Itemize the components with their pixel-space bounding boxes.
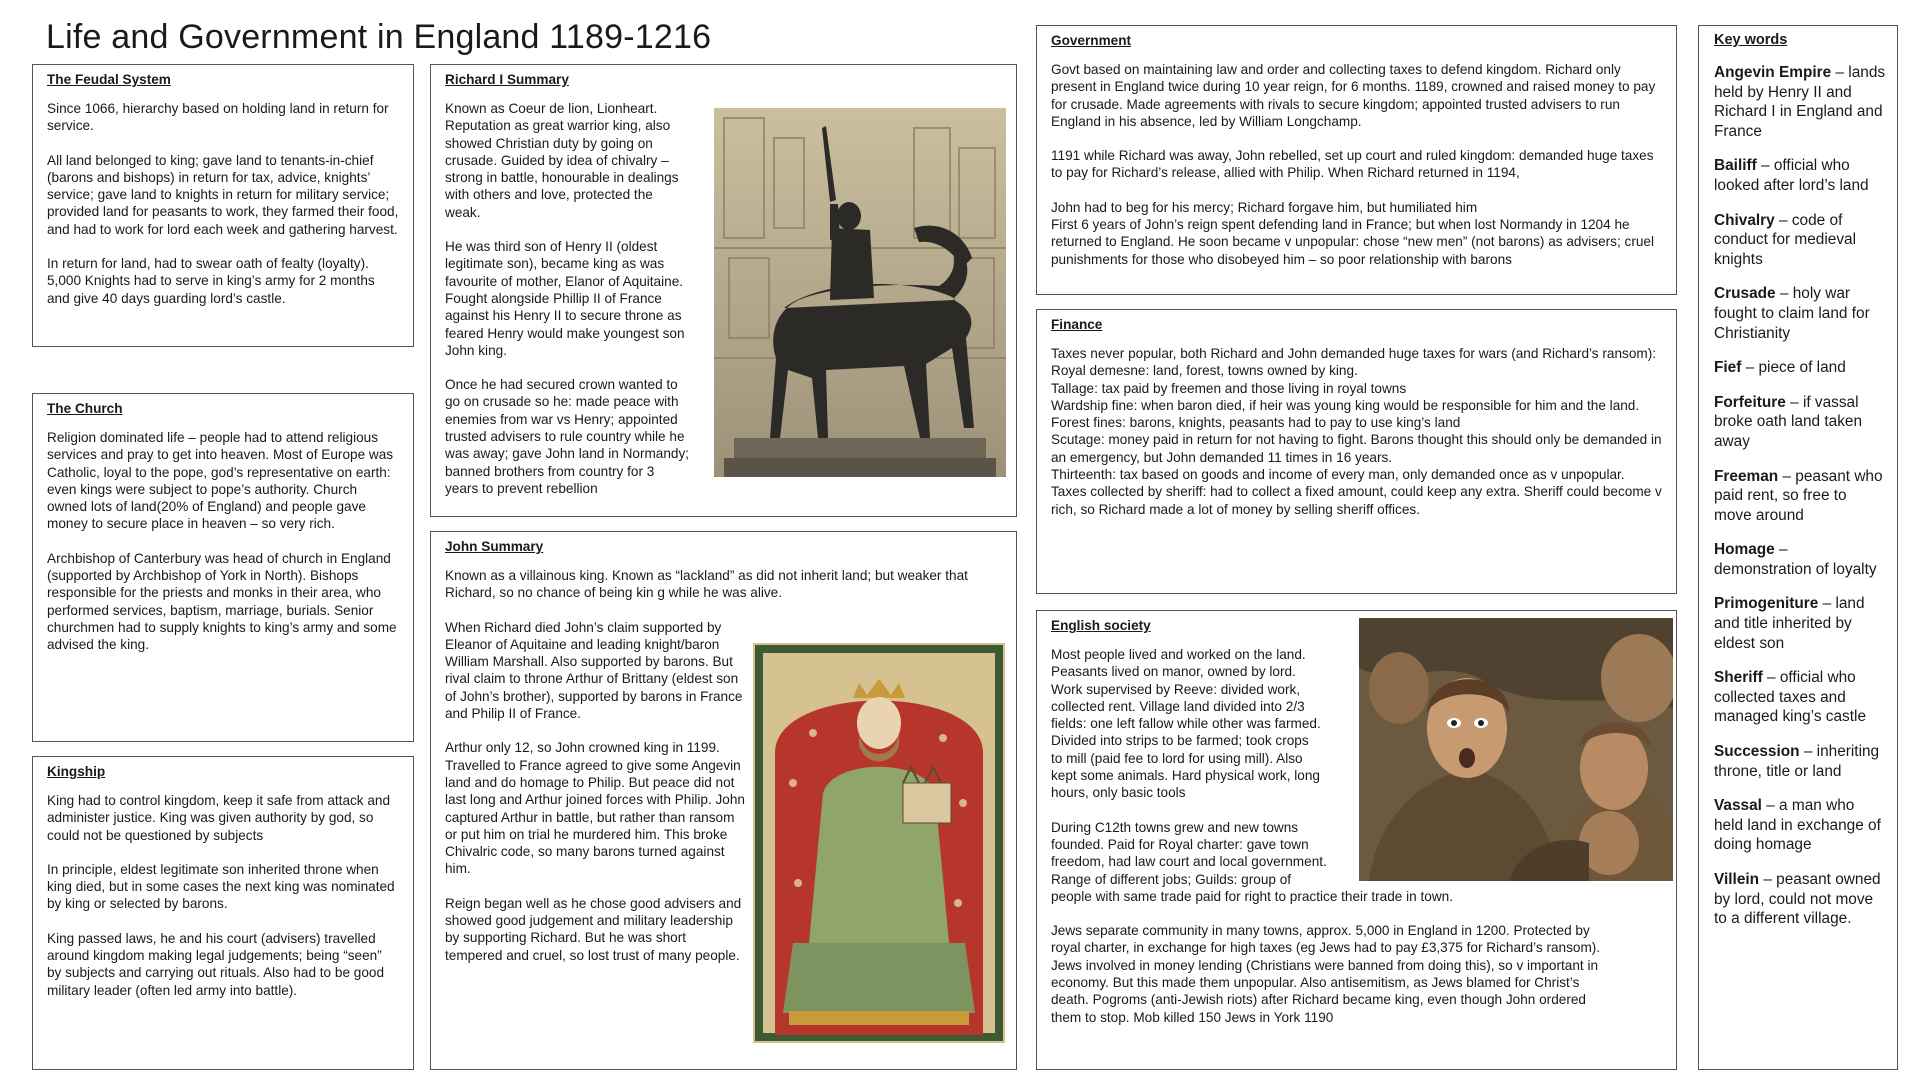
feudal-heading: The Feudal System (47, 72, 171, 87)
finance-line: Taxes never popular, both Richard and John demanded huge taxes for wars (and Richard’s ransom): (1051, 346, 1657, 361)
english-society-box (1036, 610, 1677, 1070)
kingship-heading: Kingship (47, 764, 106, 779)
government-paragraph: First 6 years of John’s reign spent defending land in France; but when lost Normandy in 1204 he returned to England. He soon became v unpopular: chose “new men” (not barons) as advisers; cruel punishments for those who disobeyed him – so poor relationship with barons (1051, 217, 1654, 267)
john-paragraph: Arthur only 12, so John crowned king in 1199. Travelled to France agreed to give some Angevin land and do homage to Philip. But peace did not last long and Arthur joined forces with Philip. John captured Arthur in battle, but rather than ransom or put him on trial he murdered him. This broke Chivalric code, so many barons turned against him. (445, 740, 745, 877)
feudal-paragraph: In return for land, had to swear oath of fealty (loyalty). 5,000 Knights had to serve in king’s army for 2 months and give 40 days guarding lord’s castle. (47, 256, 375, 306)
society-paragraph: Jews separate community in many towns, approx. 5,000 in England in 1200. Protected by royal charter, in exchange for high taxes (eg Jews had to pay £3,375 for Richard’s ransom). Jews involved in money lending (Christians were banned from doing this), so v important in economy. But this made them unpopular. Also antisemitism, as Jews blamed for Christ’s death. Pogroms (anti-Jewish riots) after Richard became king, even though John ordered them to stop. Mob killed 150 Jews in York 1190 (1051, 923, 1601, 1025)
finance-line: Thirteenth: tax based on goods and income of every man, only demanded once as v unpopular. (1051, 467, 1625, 483)
church-paragraph: Religion dominated life – people had to attend religious services and pray to get into heaven. Most of Europe was Catholic, loyal to the pope, god’s representative on earth: even kings were subject to pope’s authority. Church owned lots of land(20% of England) and people gave money to secure place in heaven – so very rich. (47, 430, 394, 532)
richard-summary-box (430, 64, 1017, 517)
key-word-entry: Sheriff – official who collected taxes and managed king’s castle (1714, 669, 1867, 726)
society-paragraph: Most people lived and worked on the land. Peasants lived on manor, owned by lord. Work supervised by Reeve: divided work, collected rent. Village land divided into 2/3 fields: one left fallow while other was farmed. Divided into strips to be farmed; took crops to mill (paid fee to lord for using mill). Also kept some animals. Hard physical work, long hours, only basic tools (1051, 647, 1321, 801)
finance-line: Scutage: money paid in return for not having to fight. Barons thought this should only be demanded in an emergency, but John demanded 11 times in 16 years. (1051, 432, 1662, 465)
key-word-entry: Succession – inheriting throne, title or land (1714, 743, 1880, 780)
society-paragraph: During C12th towns grew and new towns founded. Paid for Royal charter: gave town freedom, had law court and local government. Range of different jobs; Guilds: group of people with same trade paid for right to practice their trade in town. (1051, 819, 1453, 904)
key-word-entry: Fief – piece of land (1714, 359, 1846, 377)
richard-paragraph: He was third son of Henry II (oldest legitimate son), became king as was favourite of mother, Elanor of Aquitaine. Fought alongside Phillip II of France against his Henry II to secure throne as feared Henry would make youngest son John king. (445, 239, 685, 358)
finance-line: Tallage: tax paid by freemen and those living in royal towns (1051, 380, 1407, 396)
finance-line: Forest fines: barons, knights, peasants had to pay to use king’s land (1051, 415, 1461, 431)
kingship-paragraph: In principle, eldest legitimate son inherited throne when king died, but in some cases the next king was nominated by king or selected by barons. (47, 861, 395, 912)
government-heading: Government (1051, 33, 1132, 48)
government-paragraph: John had to beg for his mercy; Richard forgave him, but humiliated him (1051, 199, 1478, 215)
key-word-entry: Chivalry – code of conduct for medieval knights (1714, 211, 1857, 268)
richard-heading: Richard I Summary (445, 72, 569, 87)
richard-paragraph: Once he had secured crown wanted to go on crusade so he: made peace with enemies from war vs Henry; appointed trusted advisers to rule country while he was away; gave John land in Normandy; banned brothers from country for 3 years to prevent rebellion (445, 377, 690, 496)
richard-paragraph: Known as Coeur de lion, Lionheart. Reputation as great warrior king, also showed Christian duty by going on crusade. Guided by idea of chivalry – strong in battle, honourable in dealings with others and love, protected the weak. (445, 101, 679, 220)
john-paragraph: When Richard died John’s claim supported by Eleanor of Aquitaine and leading knight/baron William Marshall. Also supported by barons. But rival claim to throne Arthur of Brittany (eldest son of John’s brother), supported by barons in France and Philip II of France. (445, 619, 743, 722)
feudal-system-box (32, 64, 414, 347)
finance-line: Taxes collected by sheriff: had to collect a fixed amount, could keep any extra. Sheriff could become v rich, so Richard made a lot of money by selling sheriff offices. (1051, 484, 1662, 517)
key-word-entry: Freeman – peasant who paid rent, so free to move around (1714, 467, 1883, 524)
key-word-entry: Angevin Empire – lands held by Henry II and Richard I in England and France (1714, 64, 1886, 140)
richard-statue-image (714, 108, 1006, 477)
feudal-paragraph: Since 1066, hierarchy based on holding land in return for service. (47, 101, 389, 134)
key-word-entry: Primogeniture – land and title inherited by eldest son (1714, 595, 1865, 652)
church-paragraph: Archbishop of Canterbury was head of church in England (supported by Archbishop of York in North). Bishops responsible for the priests and monks in their area, who performed services, baptism, marriage, burials. Senior churchmen had to supply knights to king’s army and some advised the king. (47, 550, 397, 653)
finance-box (1036, 309, 1677, 594)
john-paragraph: Known as a villainous king. Known as “lackland” as did not inherit land; but weaker that Richard, so no chance of being kin g while he was alive. (445, 568, 968, 601)
key-words-heading: Key words (1714, 32, 1788, 48)
finance-line: Wardship fine: when baron died, if heir was young king would be responsible for him and the land. (1051, 397, 1640, 413)
key-word-entry: Homage – demonstration of loyalty (1714, 541, 1877, 578)
government-paragraph: Govt based on maintaining law and order and collecting taxes to defend kingdom. Richard only present in England twice during 10 year reign, for 6 months. 1189, crowned and raised money to pay for crusade. Made agreements with rivals to secure kingdom; appointed trusted advisers to run England in his absence, led by William Longchamp. (1051, 62, 1656, 129)
kingship-paragraph: King had to control kingdom, keep it safe from attack and administer justice. King was given authority by god, so could not be questioned by subjects (47, 793, 391, 843)
church-heading: The Church (47, 401, 123, 416)
key-word-entry: Forfeiture – if vassal broke oath land taken away (1714, 393, 1863, 450)
key-word-entry: Villein – peasant owned by lord, could not move to a different village. (1714, 871, 1881, 928)
page-title: Life and Government in England 1189-1216 (46, 18, 712, 56)
key-word-entry: Crusade – holy war fought to claim land for Christianity (1714, 285, 1870, 342)
john-heading: John Summary (445, 539, 544, 554)
john-king-image (753, 643, 1005, 1043)
society-heading: English society (1051, 618, 1151, 633)
kingship-paragraph: King passed laws, he and his court (advisers) travelled around kingdom making legal judgements; being “seen” by subjects and carrying out rituals. Also had to be good military leader (often led army into battle). (47, 930, 385, 998)
finance-line: Royal demesne: land, forest, towns owned by king. (1051, 363, 1358, 379)
finance-heading: Finance (1051, 317, 1103, 332)
john-summary-box (430, 531, 1017, 1070)
key-word-entry: Vassal – a man who held land in exchange of doing homage (1714, 797, 1881, 854)
john-paragraph: Reign began well as he chose good advisers and showed good judgement and military leadership by supporting Richard. But he was short tempered and cruel, so lost trust of many people. (445, 895, 742, 963)
key-words-box (1698, 25, 1898, 1070)
church-box (32, 393, 414, 742)
peasants-image (1359, 618, 1673, 881)
government-box (1036, 25, 1677, 295)
government-paragraph: 1191 while Richard was away, John rebelled, set up court and ruled kingdom: demanded huge taxes to pay for Richard’s release, allied with Philip. When Richard returned in 1194, (1051, 148, 1654, 181)
feudal-paragraph: All land belonged to king; gave land to tenants-in-chief (barons and bishops) in return for tax, advice, knights’ service; gave land to knights in return for military service; provided land for peasants to work, they farmed their food, and had to work for lord each week and gathering harvest. (47, 152, 399, 237)
key-word-entry: Bailiff – official who looked after lord’s land (1714, 157, 1869, 194)
kingship-box (32, 756, 414, 1070)
